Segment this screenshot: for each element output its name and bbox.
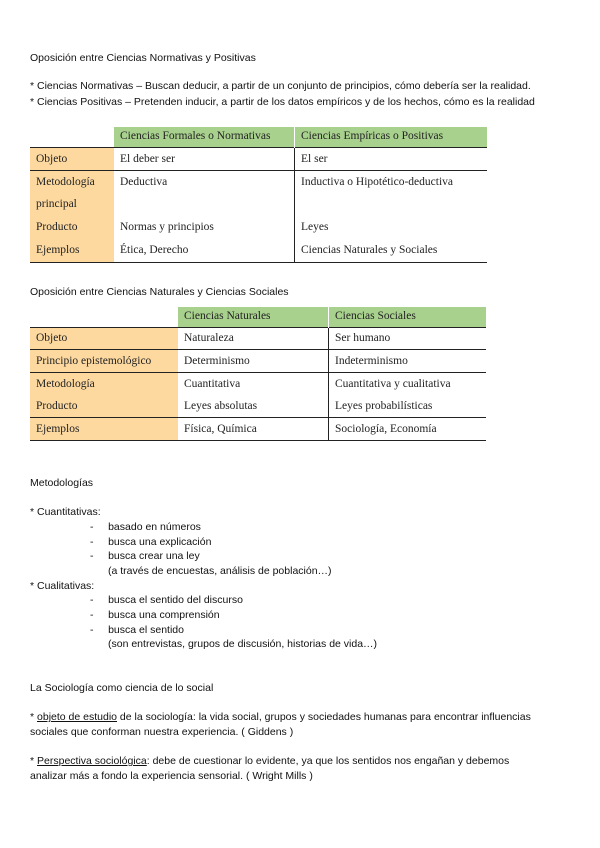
normative-definition: * Ciencias Normativas – Buscan deducir, a partir de un conjunto de principios, cómo debería ser la realidad. bbox=[30, 80, 531, 92]
table-cell: Normas y principios bbox=[120, 221, 214, 233]
table-cell: Deductiva bbox=[120, 176, 168, 188]
table1-header-empirical: Ciencias Empíricas o Positivas bbox=[295, 127, 488, 148]
table-row-label: Metodología principal bbox=[30, 171, 114, 216]
table-cell: Indeterminismo bbox=[329, 350, 487, 373]
section3-title: Metodologías bbox=[30, 477, 94, 489]
list-item: - basado en números bbox=[90, 521, 201, 533]
sociological-perspective-paragraph: * Perspectiva sociológica: debe de cuestionar lo evidente, ya que los sentidos nos engañan y debemos bbox=[30, 755, 510, 767]
normative-positive-table bbox=[30, 127, 487, 263]
section4-title: La Sociología como ciencia de lo social bbox=[30, 682, 214, 694]
qualitative-note: (son entrevistas, grupos de discusión, historias de vida…) bbox=[108, 638, 378, 650]
table-cell: Sociología, Economía bbox=[329, 418, 487, 441]
table-row-label: Ejemplos bbox=[30, 418, 178, 441]
quantitative-note: (a través de encuestas, análisis de población…) bbox=[108, 565, 332, 577]
object-of-study-paragraph: * objeto de estudio de la sociología: la vida social, grupos y sociedades humanas para encontrar influencias bbox=[30, 711, 531, 723]
table-cell: Ética, Derecho bbox=[120, 244, 189, 256]
table-row-label: Principio epistemológico bbox=[30, 350, 178, 373]
table-row-label: Metodología bbox=[30, 373, 178, 396]
table-cell: Física, Química bbox=[184, 423, 257, 435]
table2-header-social: Ciencias Sociales bbox=[329, 307, 487, 328]
table-cell: Cuantitativa bbox=[184, 378, 241, 390]
table-cell: Cuantitativa y cualitativa bbox=[329, 373, 487, 396]
table-cell: El deber ser bbox=[120, 153, 175, 165]
section1-title: Oposición entre Ciencias Normativas y Positivas bbox=[30, 52, 256, 64]
table-row-label: Producto bbox=[30, 215, 114, 239]
quantitative-label: * Cuantitativas: bbox=[30, 506, 101, 518]
list-item: - busca una explicación bbox=[90, 536, 212, 548]
table-cell: Naturaleza bbox=[184, 332, 234, 344]
sociological-perspective-line2: analizar más a fondo la experiencia sensorial. ( Wright Mills ) bbox=[30, 770, 313, 782]
table-cell: Leyes bbox=[295, 215, 488, 239]
table1-header-formal: Ciencias Formales o Normativas bbox=[114, 127, 295, 148]
table-row-label: Objeto bbox=[30, 328, 178, 350]
list-item: - busca crear una ley bbox=[90, 550, 200, 562]
table-cell: Inductiva o Hipotético-deductiva bbox=[295, 171, 488, 216]
list-item: - busca el sentido del discurso bbox=[90, 594, 243, 606]
table-cell: Determinismo bbox=[184, 355, 250, 367]
table-cell: Ciencias Naturales y Sociales bbox=[295, 239, 488, 262]
positive-definition: * Ciencias Positivas – Pretenden inducir, a partir de los datos empíricos y de los hechos, cómo es la realidad bbox=[30, 96, 535, 108]
natural-social-table bbox=[30, 307, 486, 441]
table-row-label: Producto bbox=[30, 395, 178, 418]
list-item: - busca una comprensión bbox=[90, 609, 220, 621]
object-of-study-term: objeto de estudio bbox=[37, 711, 117, 723]
list-item: - busca el sentido bbox=[90, 624, 184, 636]
table-cell: Ser humano bbox=[329, 328, 487, 350]
section2-title: Oposición entre Ciencias Naturales y Ciencias Sociales bbox=[30, 286, 289, 298]
sociological-perspective-term: Perspectiva sociológica bbox=[37, 755, 147, 767]
table-cell: Leyes probabilísticas bbox=[329, 395, 487, 418]
table-row-label: Ejemplos bbox=[30, 239, 114, 262]
qualitative-label: * Cualitativas: bbox=[30, 580, 95, 592]
object-of-study-line2: sociales que conforman nuestra experiencia. ( Giddens ) bbox=[30, 726, 294, 738]
table-cell: Leyes absolutas bbox=[184, 400, 258, 412]
table-row-label: Objeto bbox=[30, 148, 114, 171]
table-cell: El ser bbox=[295, 148, 488, 171]
table2-header-natural: Ciencias Naturales bbox=[178, 307, 329, 328]
